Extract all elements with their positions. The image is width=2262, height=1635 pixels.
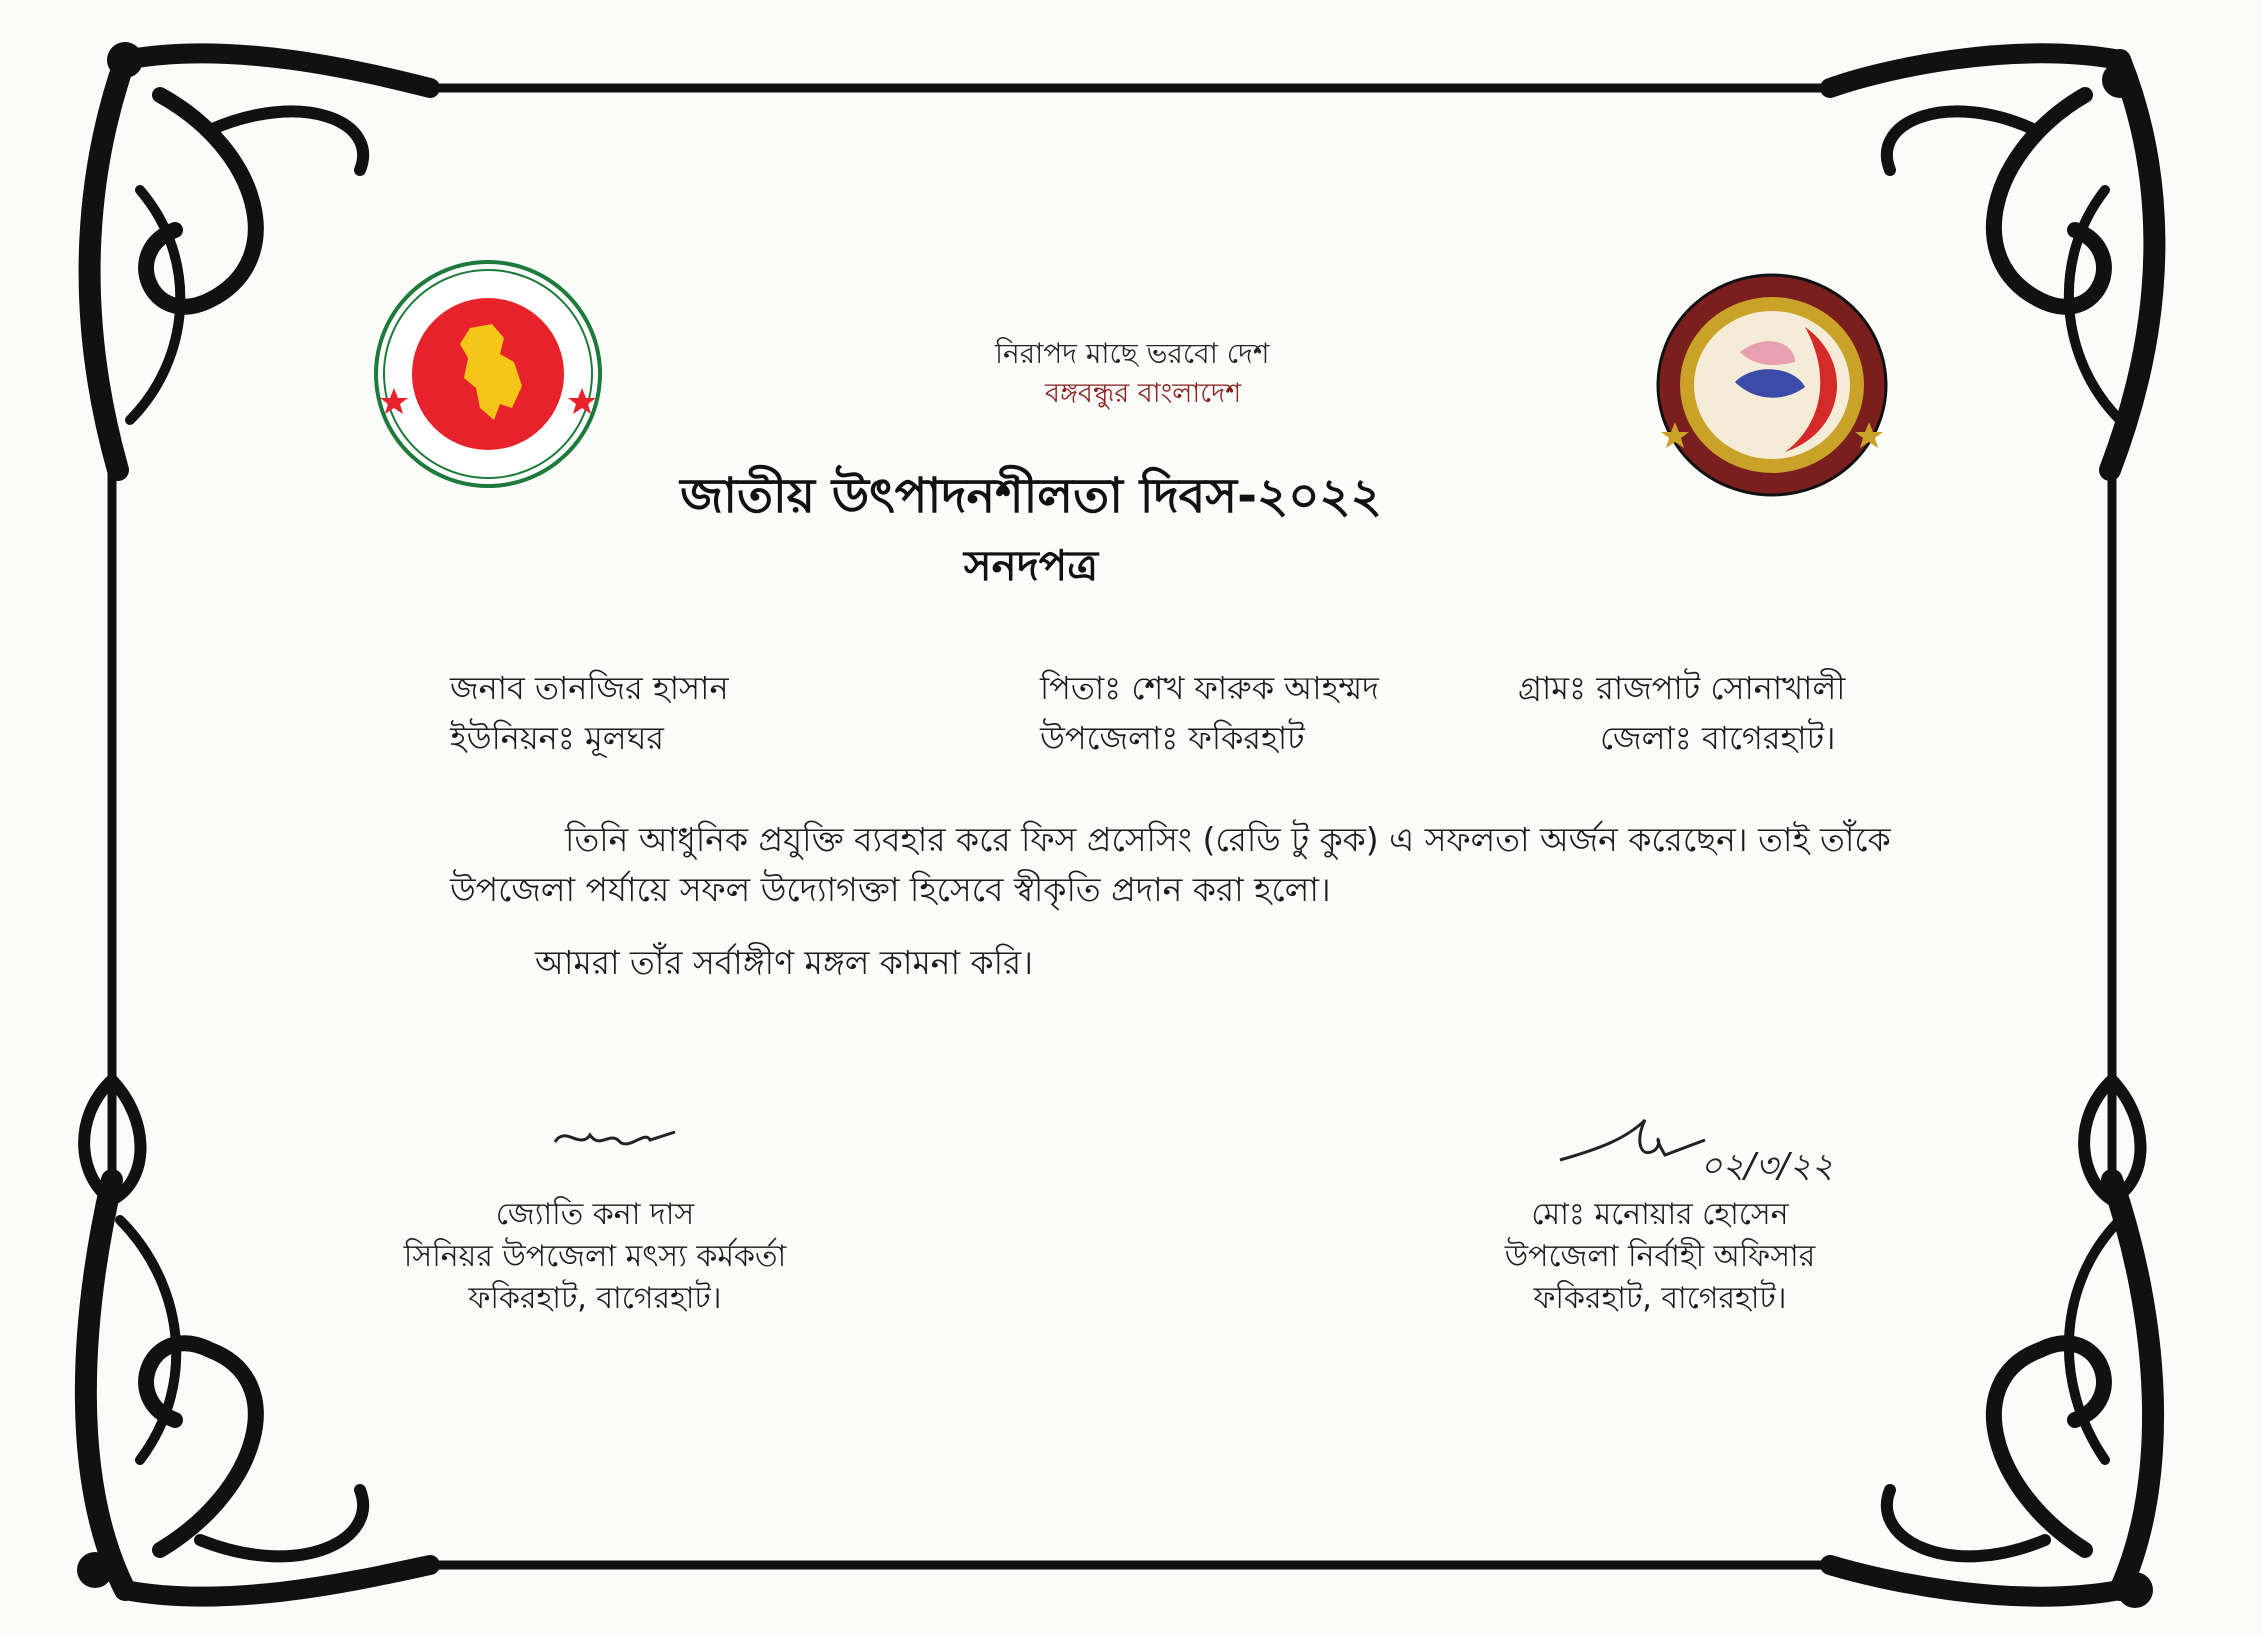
certificate-title-text: জাতীয় উৎপাদনশীলতা দিবস-২০২২ <box>680 468 1382 524</box>
right-signatory-designation: উপজেলা নির্বাহী অফিসার <box>1504 1239 1816 1274</box>
recipient-union: ইউনিয়নঃ মূলঘর <box>450 719 664 757</box>
motto-line-2: বঙ্গবন্ধুর বাংলাদেশ <box>1045 378 1242 409</box>
right-signature-scribble <box>1555 1110 1715 1180</box>
certificate-subtitle-text: সনদপত্র <box>963 541 1099 590</box>
recipient-father: পিতাঃ শেখ ফারুক আহম্মদ <box>1040 669 1379 707</box>
left-signatory-designation: সিনিয়র উপজেলা মৎস্য কর্মকর্তা <box>403 1239 787 1274</box>
recipient-village: গ্রামঃ রাজপাট সোনাখালী <box>1518 669 1846 707</box>
citation-line-2: উপজেলা পর্যায়ে সফল উদ্যোগক্তা হিসেবে স্বীকৃতি প্রদান করা হলো। <box>450 870 1331 909</box>
recipient-district: জেলাঃ বাগেরহাট। <box>1600 719 1836 757</box>
bangladesh-govt-seal-icon <box>372 258 604 490</box>
left-signatory-place: ফকিরহাট, বাগেরহাট। <box>468 1281 722 1316</box>
certificate-subtitle <box>0 533 2262 604</box>
handwritten-date: ০২/৩/২২ <box>1700 1146 1834 1186</box>
left-signatory-name: জ্যোতি কনা দাস <box>495 1197 695 1232</box>
left-signature-scribble <box>550 1120 680 1160</box>
citation-line-1: তিনি আধুনিক প্রযুক্তি ব্যবহার করে ফিস প্রসেসিং (রেডি টু কুক) এ সফলতা অর্জন করেছেন। তাই তাঁকে <box>565 820 1891 859</box>
right-signatory-place: ফকিরহাট, বাগেরহাট। <box>1533 1281 1787 1316</box>
good-wishes: আমরা তাঁর সর্বাঙ্গীণ মঙ্গল কামনা করি। <box>535 943 1034 982</box>
right-signatory-name: মোঃ মনোয়ার হোসেন <box>1531 1197 1789 1232</box>
recipient-name: জনাব তানজির হাসান <box>450 669 729 707</box>
recipient-upazila: উপজেলাঃ ফকিরহাট <box>1040 719 1305 757</box>
certificate-title <box>0 460 2262 539</box>
motto-line-1: নিরাপদ মাছে ভরবো দেশ <box>995 337 1270 370</box>
